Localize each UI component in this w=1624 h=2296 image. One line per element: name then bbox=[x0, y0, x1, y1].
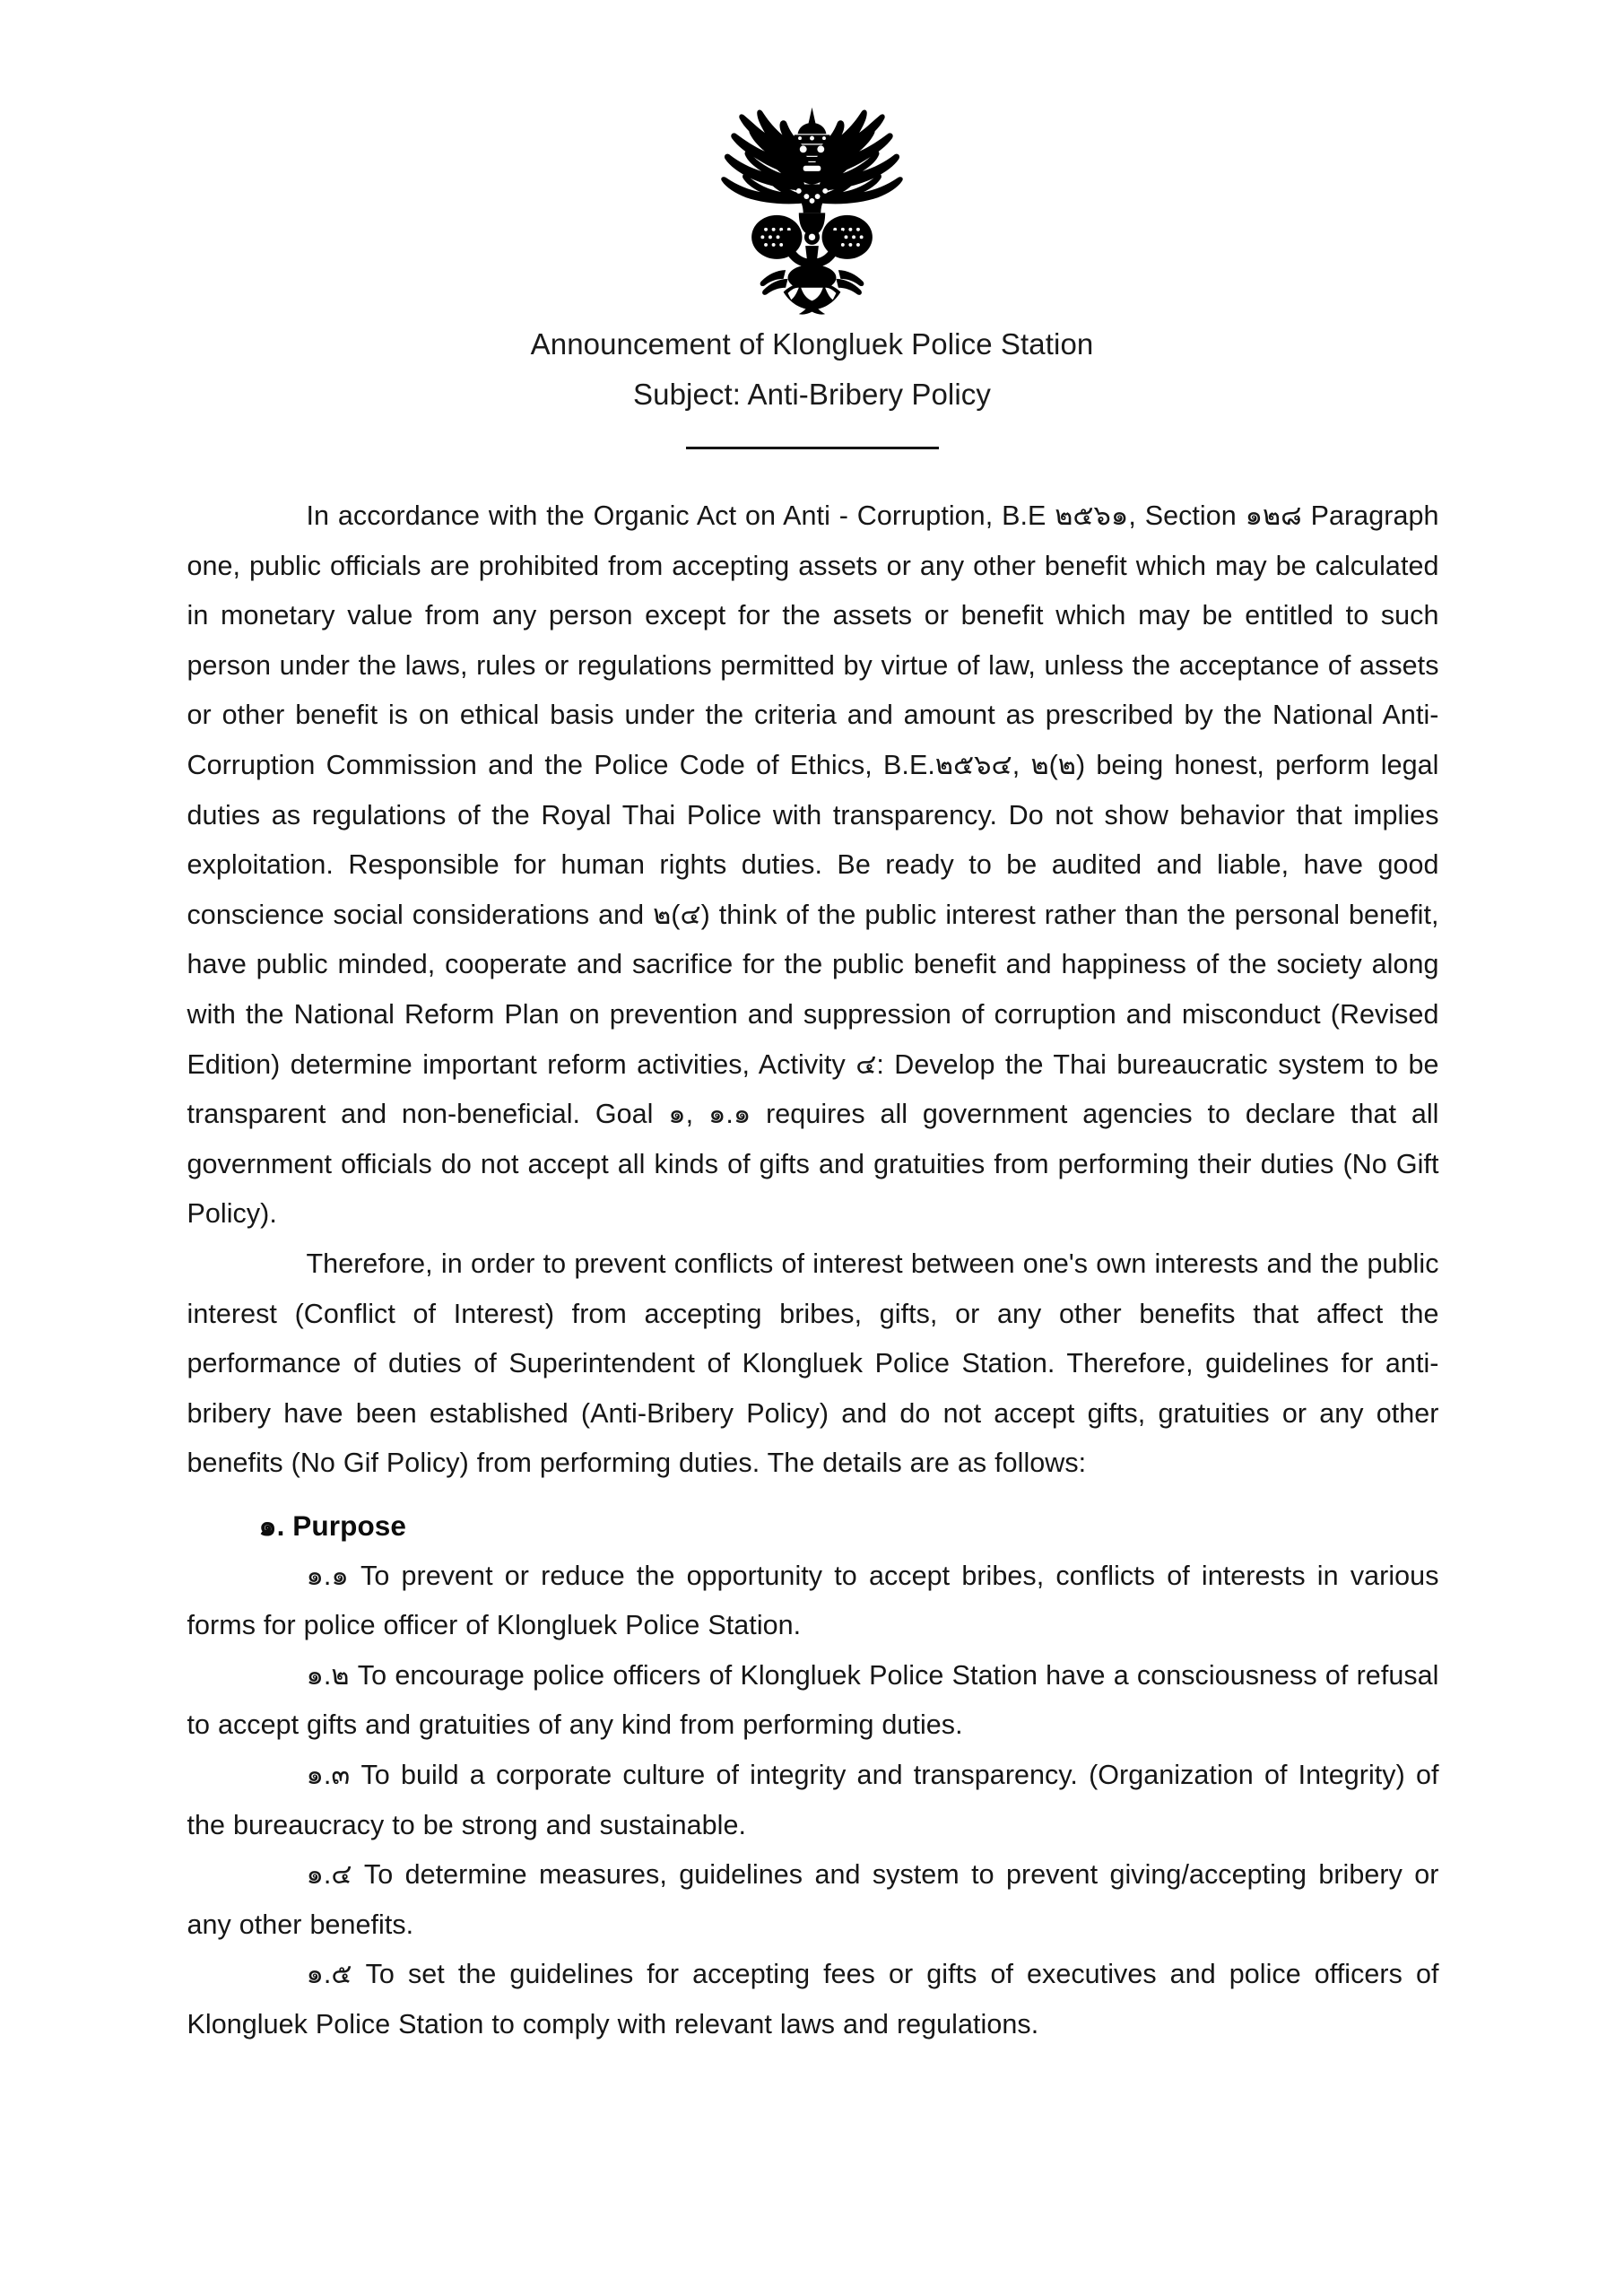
paragraph-intro bbox=[187, 491, 1439, 1239]
title-divider bbox=[686, 447, 939, 449]
list-item-1-1 bbox=[187, 1552, 1439, 1651]
list-item-1-2-text: ๑.๒ To encourage police officers of Klongluek Police Station have a consciousness of refusal to accept gifts and gratuities of any kind from performing duties. bbox=[187, 1659, 1439, 1741]
paragraph-therefore bbox=[187, 1239, 1439, 1489]
document-subject: Subject: Anti-Bribery Policy bbox=[633, 377, 991, 411]
title-divider-container bbox=[0, 438, 1624, 454]
list-item-1-3 bbox=[187, 1751, 1439, 1850]
page-title: Announcement of Klongluek Police Station bbox=[530, 327, 1094, 361]
emblem-container bbox=[0, 0, 1624, 318]
list-item-1-3-text: ๑.๓ To build a corporate culture of integrity and transparency. (Organization of Integrity) of the bureaucracy to be strong and sustainable. bbox=[187, 1759, 1439, 1840]
document-header bbox=[0, 324, 1624, 414]
paragraph-intro-text: In accordance with the Organic Act on Anti - Corruption, B.E ๒๕๖๑, Section ๑๒๘ Paragraph one, public officials are prohibited from accepting assets or any other benefit which may be calculated in monetary value from any person except for the assets or benefit which may be entitled to such person under the laws, rules or regulations permitted by virtue of law, unless the acceptance of assets or other benefit is on ethical basis under the criteria and amount as prescribed by the National Anti-Corruption Commission and the Police Code of Ethics, B.E.๒๕๖๔, ๒(๒) being honest, perform legal duties as regulations of the Royal Thai Police with transparency. Do not show behavior that implies exploitation. Responsible for human rights duties. Be ready to be audited and liable, have good conscience social considerations and ๒(๔) think of the public interest rather than the personal benefit, have public minded, cooperate and sacrifice for the public benefit and happiness of the society along with the National Reform Plan on prevention and suppression of corruption and misconduct (Revised Edition) determine important reform activities, Activity ๔: Develop the Thai bureaucratic system to be transparent and non-beneficial. Goal ๑, ๑.๑ requires all government agencies to declare that all government officials do not accept all kinds of gifts and gratuities from performing their duties (No Gift Policy). bbox=[187, 500, 1439, 1230]
thai-garuda-emblem bbox=[702, 99, 922, 318]
list-item-1-4-text: ๑.๔ To determine measures, guidelines and system to prevent giving/accepting bribery or any other benefits. bbox=[187, 1859, 1439, 1940]
list-item-1-1-text: ๑.๑ To prevent or reduce the opportunity to accept bribes, conflicts of interests in various forms for police officer of Klongluek Police Station. bbox=[187, 1560, 1439, 1641]
list-item-1-5 bbox=[187, 1950, 1439, 2049]
document-body bbox=[186, 491, 1439, 2049]
list-item-1-4 bbox=[187, 1850, 1439, 1950]
section-heading-purpose: ๑. Purpose bbox=[258, 1509, 407, 1542]
paragraph-therefore-text: Therefore, in order to prevent conflicts of interest between one's own interests and the public interest (Conflict of Interest) from accepting bribes, gifts, or any other benefits that affect the performance of duties of Superintendent of Klongluek Police Station. Therefore, guidelines for anti-bribery have been established (Anti-Bribery Policy) and do not accept gifts, gratuities or any other benefits (No Gif Policy) from performing duties. The details are as follows: bbox=[187, 1248, 1439, 1479]
list-item-1-5-text: ๑.๕ To set the guidelines for accepting fees or gifts of executives and police officers of Klongluek Police Station to comply with relevant laws and regulations. bbox=[187, 1959, 1439, 2039]
list-item-1-2 bbox=[187, 1651, 1439, 1751]
